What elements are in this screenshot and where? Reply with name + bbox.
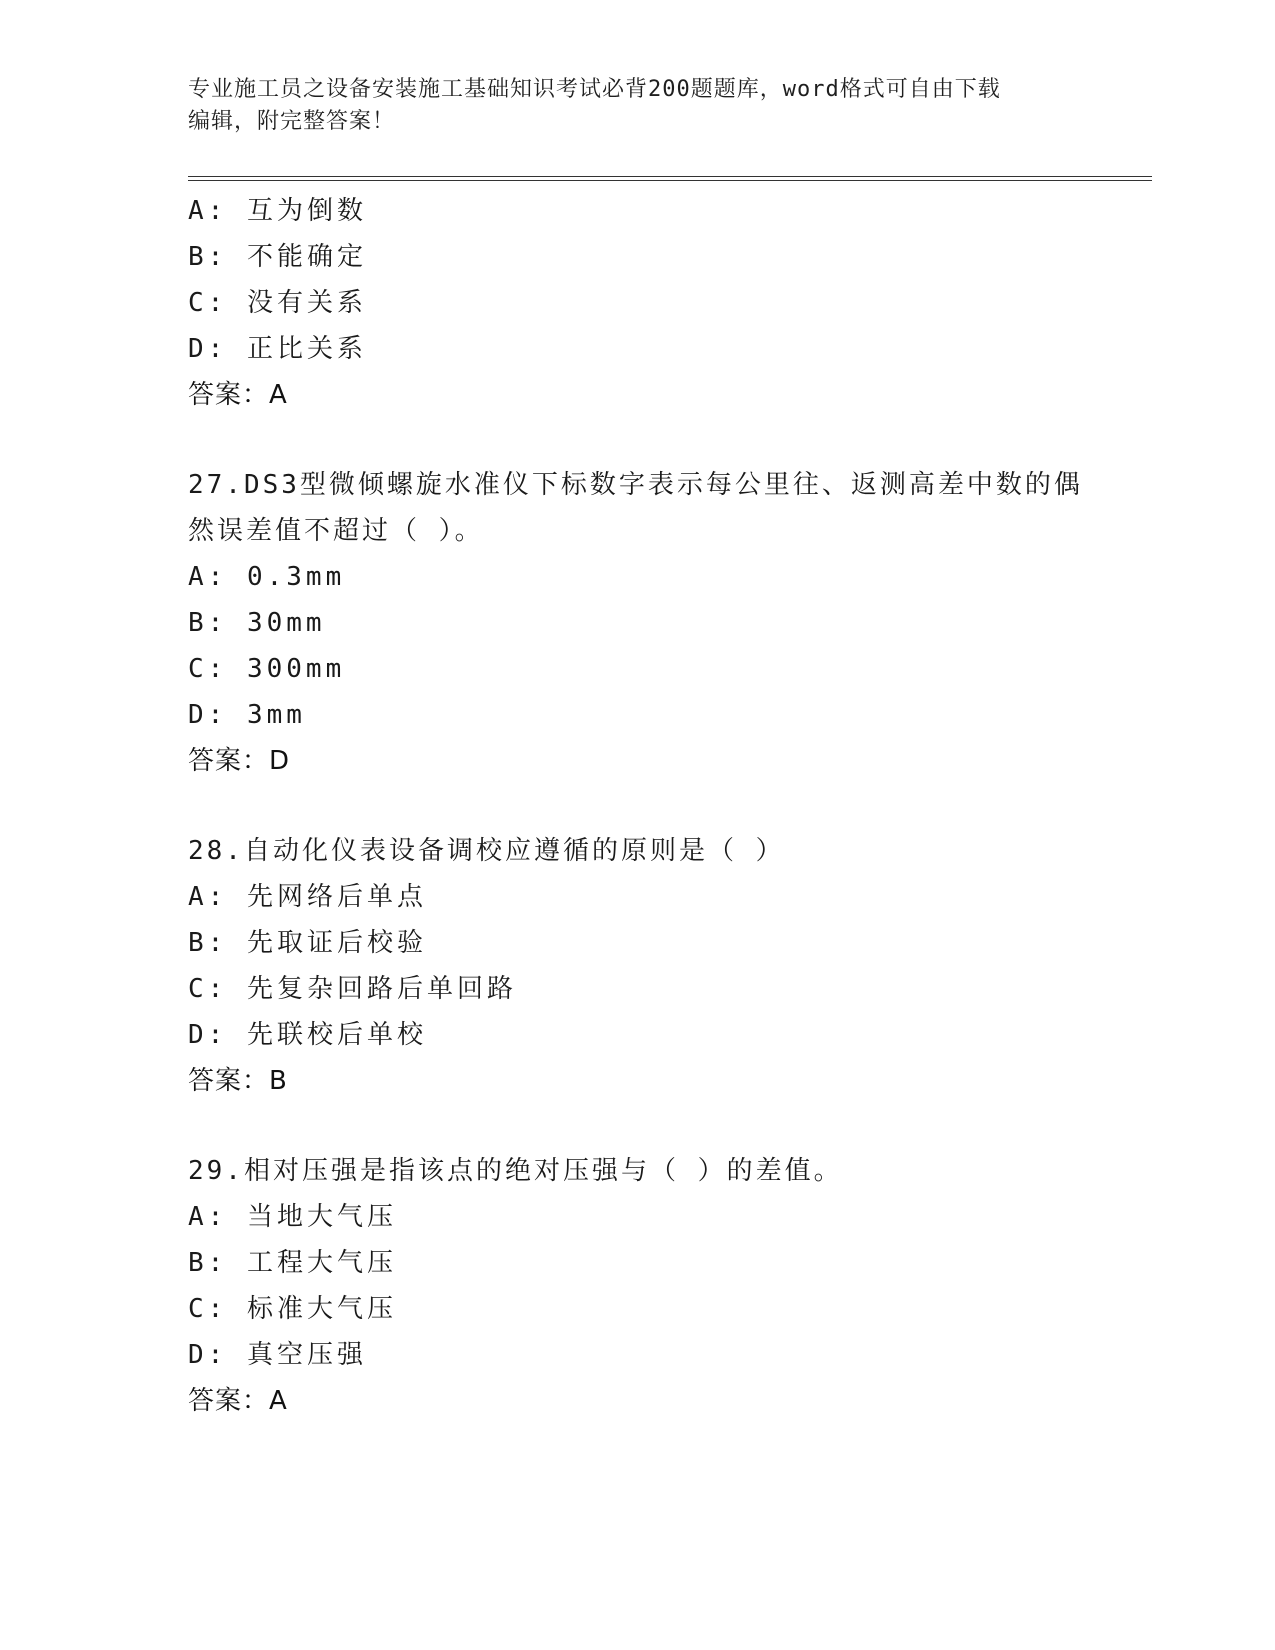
option-c: C: 没有关系 (188, 288, 367, 318)
option-c: C: 标准大气压 (188, 1294, 397, 1324)
question-block (188, 828, 1088, 1104)
option-b: B: 先取证后校验 (188, 928, 427, 958)
option-d: D: 真空压强 (188, 1340, 367, 1370)
question-block (188, 462, 1088, 784)
option-d: D: 3mm (188, 700, 306, 730)
option-a: A: 互为倒数 (188, 196, 367, 226)
question-list (188, 188, 1088, 1424)
option-c: C: 300mm (188, 654, 346, 684)
answer-line: 答案：A (188, 1386, 288, 1416)
option-d: D: 正比关系 (188, 334, 367, 364)
header-title-line-2: 编辑，附完整答案！ (188, 109, 396, 134)
question-stem: 28.自动化仪表设备调校应遵循的原则是（ ） (188, 836, 785, 866)
question-stem: 27.DS3型微倾螺旋水准仪下标数字表示每公里往、返测高差中数的偶 (188, 470, 1083, 500)
option-d: D: 先联校后单校 (188, 1020, 427, 1050)
answer-line: 答案：D (188, 746, 291, 776)
header-divider (188, 176, 1152, 181)
question-stem: 29.相对压强是指该点的绝对压强与（ ）的差值。 (188, 1156, 843, 1186)
header-title-line-1: 专业施工员之设备安装施工基础知识考试必背200题题库，word格式可自由下载 (188, 77, 1001, 102)
document-header (188, 74, 1068, 138)
option-b: B: 不能确定 (188, 242, 367, 272)
option-a: A: 先网络后单点 (188, 882, 427, 912)
question-stem: 然误差值不超过（ ）。 (188, 516, 484, 546)
answer-line: 答案：A (188, 380, 288, 410)
option-b: B: 30mm (188, 608, 326, 638)
option-a: A: 0.3mm (188, 562, 346, 592)
answer-line: 答案：B (188, 1066, 288, 1096)
option-b: B: 工程大气压 (188, 1248, 397, 1278)
question-block (188, 188, 1088, 418)
option-c: C: 先复杂回路后单回路 (188, 974, 517, 1004)
question-block (188, 1148, 1088, 1424)
option-a: A: 当地大气压 (188, 1202, 397, 1232)
